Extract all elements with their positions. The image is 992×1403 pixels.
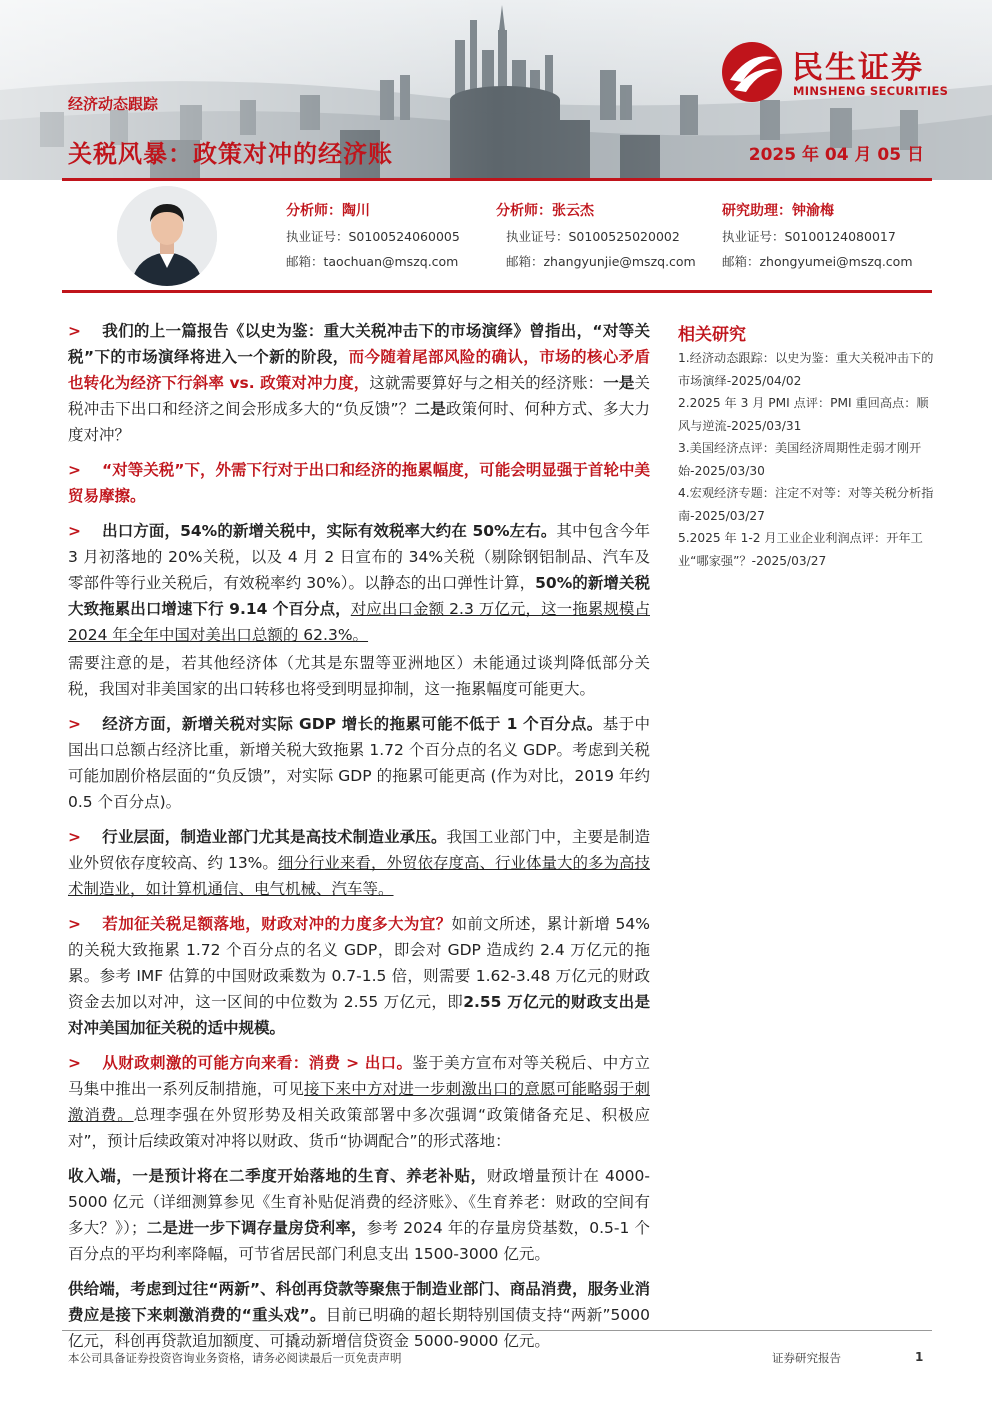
analyst-portrait-image (117, 186, 217, 286)
logo-text-cn: 民生证券 (792, 50, 924, 86)
chevron-double-right-icon: > (68, 1054, 81, 1072)
related-research-item[interactable]: 4.宏观经济专题：注定不对等：对等关税分析指南-2025/03/27 (678, 486, 934, 523)
paragraph-note: 需要注意的是，若其他经济体（尤其是东盟等亚洲地区）未能通过谈判降低部分关税，我国对非美国家的出口转移也将受到明显抑制，这一拖累幅度可能更大。 (68, 654, 650, 698)
related-research-item[interactable]: 3.美国经济点评：美国经济周期性走弱才刚开始-2025/03/30 (678, 441, 922, 478)
analyst-name: 研究助理：钟渝梅 (722, 203, 834, 219)
related-research-item[interactable]: 1.经济动态跟踪：以史为鉴：重大关税冲击下的市场演绎-2025/04/02 (678, 351, 934, 388)
analyst-email[interactable]: 邮箱：zhangyunjie@mszq.com (506, 254, 696, 269)
page-number: 1 (915, 1350, 924, 1364)
chevron-double-right-icon: > (68, 715, 81, 733)
paragraph-supply-side: 供给端，考虑到过往“两新”、科创再贷款等聚焦于制造业部门、商品消费，服务业消费应是接下来刺激消费的“重头戏”。目前已明确的超长期特别国债支持“两新”5000 亿元，科创再贷款追加额度、可撬动新增信贷资金 5000-9000 亿元。 (68, 1280, 650, 1350)
paragraph-economy: > 经济方面，新增关税对实际 GDP 增长的拖累可能不低于 1 个百分点。基于中国出口总额占经济比重，新增关税大致拖累 1.72 个百分点的名义 GDP。考虑到关税可能加剧价格层面的“负反馈”，对实际 GDP 的拖累可能更高 (作为对比，2019 年约 0.5 个百分点)。 (68, 711, 650, 815)
minsheng-logo-icon (720, 40, 784, 104)
footer-report-type: 证券研究报告 (772, 1351, 841, 1365)
related-research-item[interactable]: 5.2025 年 1-2 月工业企业利润点评：开年工业“哪家强”？-2025/03/27 (678, 531, 923, 568)
header-banner (0, 0, 992, 180)
analyst-zhang-yunjie (496, 200, 696, 279)
analyst-avatar (117, 186, 217, 286)
related-research-title: 相关研究 (678, 325, 746, 345)
logo-text-en: MINSHENG SECURITIES (793, 84, 949, 98)
chevron-double-right-icon: > (68, 322, 81, 340)
paragraph-tariff-drag: > “对等关税”下，外需下行对于出口和经济的拖累幅度，可能会明显强于首轮中美贸易摩擦。 (68, 457, 650, 509)
report-body (68, 318, 650, 1363)
footer-disclaimer: 本公司具备证券投资咨询业务资格，请务必阅读最后一页免责声明 (68, 1351, 402, 1365)
paragraph-fiscal-size: > 若加征关税足额落地，财政对冲的力度多大为宜？如前文所述，累计新增 54%的关税大致拖累 1.72 个百分点的名义 GDP，即会对 GDP 造成约 2.4 万亿元的拖累。参考 IMF 估算的中国财政乘数为 0.7-1.5 倍，则需要 1.62-3.48 万亿元的财政资金去加以对冲，这一区间的中位数为 2.55 万亿元，即2.55 万亿元的财政支出是对冲美国加征关税的适中规模。 (68, 911, 650, 1041)
analyst-email[interactable]: 邮箱：taochuan@mszq.com (286, 254, 459, 269)
analyst-name: 分析师：张云杰 (496, 203, 594, 219)
related-research (678, 320, 938, 572)
analyst-license: 执业证号：S0100524060005 (286, 229, 460, 244)
series-label: 经济动态跟踪 (68, 95, 159, 113)
analyst-license: 执业证号：S0100124080017 (722, 229, 896, 244)
company-logo (720, 40, 970, 104)
analyst-email[interactable]: 邮箱：zhongyumei@mszq.com (722, 254, 913, 269)
analyst-tao-chuan (286, 200, 460, 279)
chevron-double-right-icon: > (68, 461, 81, 479)
header-divider (62, 178, 932, 181)
paragraph-stimulus-direction: > 从财政刺激的可能方向来看：消费 > 出口。鉴于美方宣布对等关税后、中方立马集中推出一系列反制措施，可见接下来中方对进一步刺激出口的意愿可能略弱于刺激消费。总理李强在外贸形势及相关政策部署中多次强调“政策储备充足、积极应对”，预计后续政策对冲将以财政、货币“协调配合”的形式落地： (68, 1050, 650, 1154)
analyst-name: 分析师：陶川 (286, 203, 370, 219)
paragraph-exports: > 出口方面，54%的新增关税中，实际有效税率大约在 50%左右。其中包含今年 3 月初落地的 20%关税，以及 4 月 2 日宣布的 34%关税（剔除钢铝制品、汽车及零部件等行业关税后，有效税率约 30%）。以静态的出口弹性计算，50%的新增关税大致拖累出口增速下行 9.14 个百分点，对应出口金额 2.3 万亿元，这一拖累规模占 2024 年全年中国对美出口总额的 62.3%。 (68, 518, 650, 648)
chevron-double-right-icon: > (68, 828, 81, 846)
analyst-divider (62, 290, 932, 293)
chevron-double-right-icon: > (68, 915, 81, 933)
chevron-double-right-icon: > (68, 522, 81, 540)
paragraph-income-side: 收入端，一是预计将在二季度开始落地的生育、养老补贴，财政增量预计在 4000-5000 亿元（详细测算参见《生育补贴促消费的经济账》、《生育养老：财政的空间有多大？》）；二是进一步下调存量房贷利率，参考 2024 年的存量房贷基数，0.5-1 个百分点的平均利率降幅，可节省居民部门利息支出 1500-3000 亿元。 (68, 1167, 650, 1263)
report-title: 关税风暴：政策对冲的经济账 (68, 140, 393, 168)
related-research-item[interactable]: 2.2025 年 3 月 PMI 点评：PMI 重回高点：顺风与逆流-2025/03/31 (678, 396, 929, 433)
analyst-zhong-yumei (722, 200, 913, 279)
paragraph-industry: > 行业层面，制造业部门尤其是高技术制造业承压。我国工业部门中，主要是制造业外贸依存度较高、约 13%。细分行业来看，外贸依存度高、行业体量大的多为高技术制造业，如计算机通信、电气机械、汽车等。 (68, 824, 650, 902)
paragraph-intro: > 我们的上一篇报告《以史为鉴：重大关税冲击下的市场演绎》曾指出，“对等关税”下的市场演绎将进入一个新的阶段，而今随着尾部风险的确认，市场的核心矛盾也转化为经济下行斜率 vs. 政策对冲力度，这就需要算好与之相关的经济账：一是关税冲击下出口和经济之间会形成多大的“负反馈”？二是政策何时、何种方式、多大力度对冲？ (68, 318, 650, 448)
report-date: 2025 年 04 月 05 日 (748, 145, 924, 165)
analyst-license: 执业证号：S0100525020002 (506, 229, 680, 244)
footer-divider (62, 1330, 932, 1331)
